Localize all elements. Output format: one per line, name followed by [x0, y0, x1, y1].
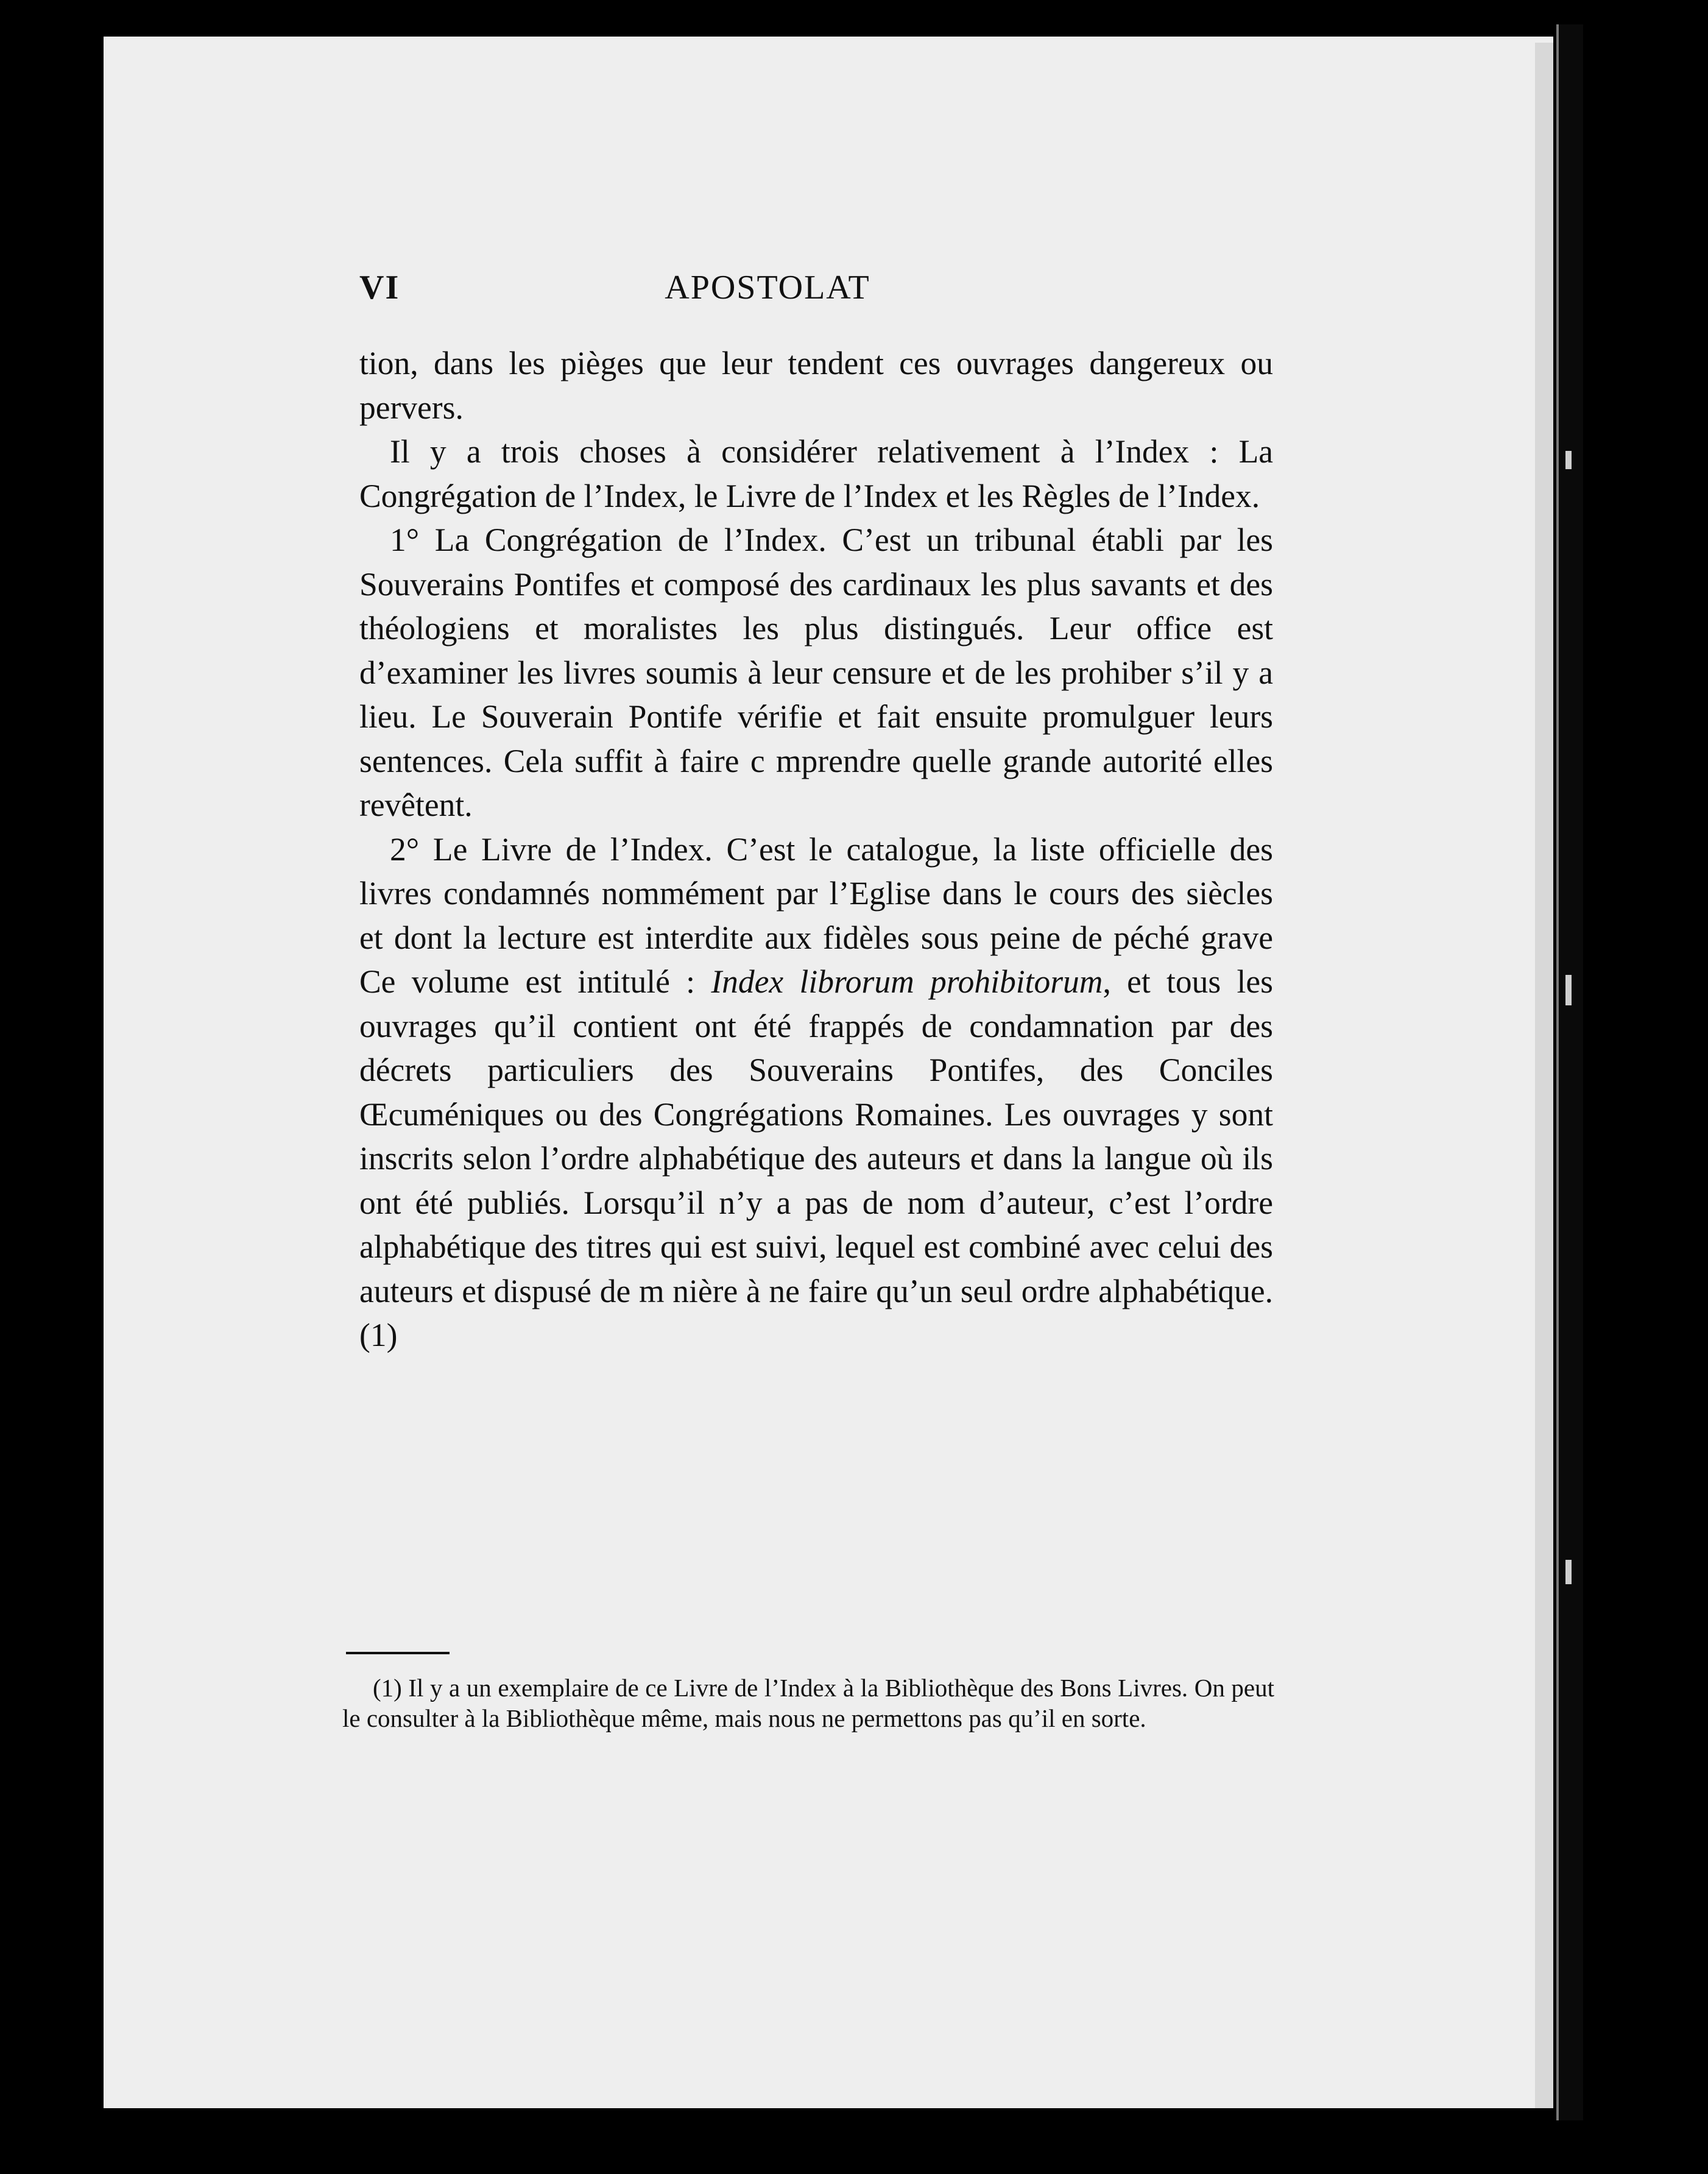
page-number: VI: [359, 269, 400, 306]
binding-mark: [1565, 975, 1572, 1005]
footnote: (1) Il y a un exemplaire de ce Livre de l’Index à la Bibliothèque des Bons Livres. On peut le consulter à la Bibliothèque même, mais nous ne permettons pas qu’il en sorte.: [342, 1674, 1274, 1732]
running-title: APOSTOLAT: [665, 269, 870, 306]
running-head: [256, 268, 1279, 323]
paragraph: 1° La Congrégation de l’Index. C’est un tribunal établi par les Souverains Pontifes et composé des cardinaux les plus savants et des théologiens et moralistes les plus distingués. Leur office est d’examiner les livres soumis à leur censure et de les prohiber s’il y a lieu. Le Souverain Pontife vérifie et fait ensuite promulguer leurs sentences. Cela suffit à faire c mprendre quelle grande autorité elles revêtent.: [359, 522, 1273, 823]
paragraph-text: 2° Le Livre de l’Index. C’est le catalogue, la liste officielle des livres condamnés nommément par l’Eglise dans le cours des siècles et dont la lecture est interdite aux fidèles sous peine de péché grave Ce volume est intitulé :: [359, 830, 1273, 1000]
binding-mark: [1565, 451, 1572, 469]
page-edge: [1535, 43, 1553, 2108]
italic-title: Index librorum prohibitorum: [711, 963, 1103, 1000]
footnote-rule: [346, 1652, 450, 1654]
paragraph: Il y a trois choses à considérer relativement à l’Index : La Congrégation de l’Index, le Livre de l’Index et les Règles de l’Index.: [359, 433, 1273, 514]
main-text: [359, 341, 1273, 1358]
paragraph: [359, 827, 1273, 1358]
book-binding: [1556, 24, 1583, 2120]
page-header: [256, 268, 1279, 329]
paragraph-text: , et tous les ouvrages qu’il contient ont été frappés de condamnation par des décrets particuliers des Souverains Pontifes, des Conciles Œcuméniques ou des Congrégations Romaines. Les ouvrages y sont inscrits selon l’ordre alphabétique des auteurs et dans la langue où ils ont été publiés. Lorsqu’il n’y a pas de nom d’auteur, c’est l’ordre alphabétique des titres qui est suivi, lequel est combiné avec celui des auteurs et dispusé de m nière à ne faire qu’un seul ordre alphabétique. (1): [359, 963, 1273, 1353]
paragraph: tion, dans les pièges que leur tendent ces ouvrages dangereux ou pervers.: [359, 345, 1273, 426]
binding-mark: [1565, 1560, 1572, 1584]
